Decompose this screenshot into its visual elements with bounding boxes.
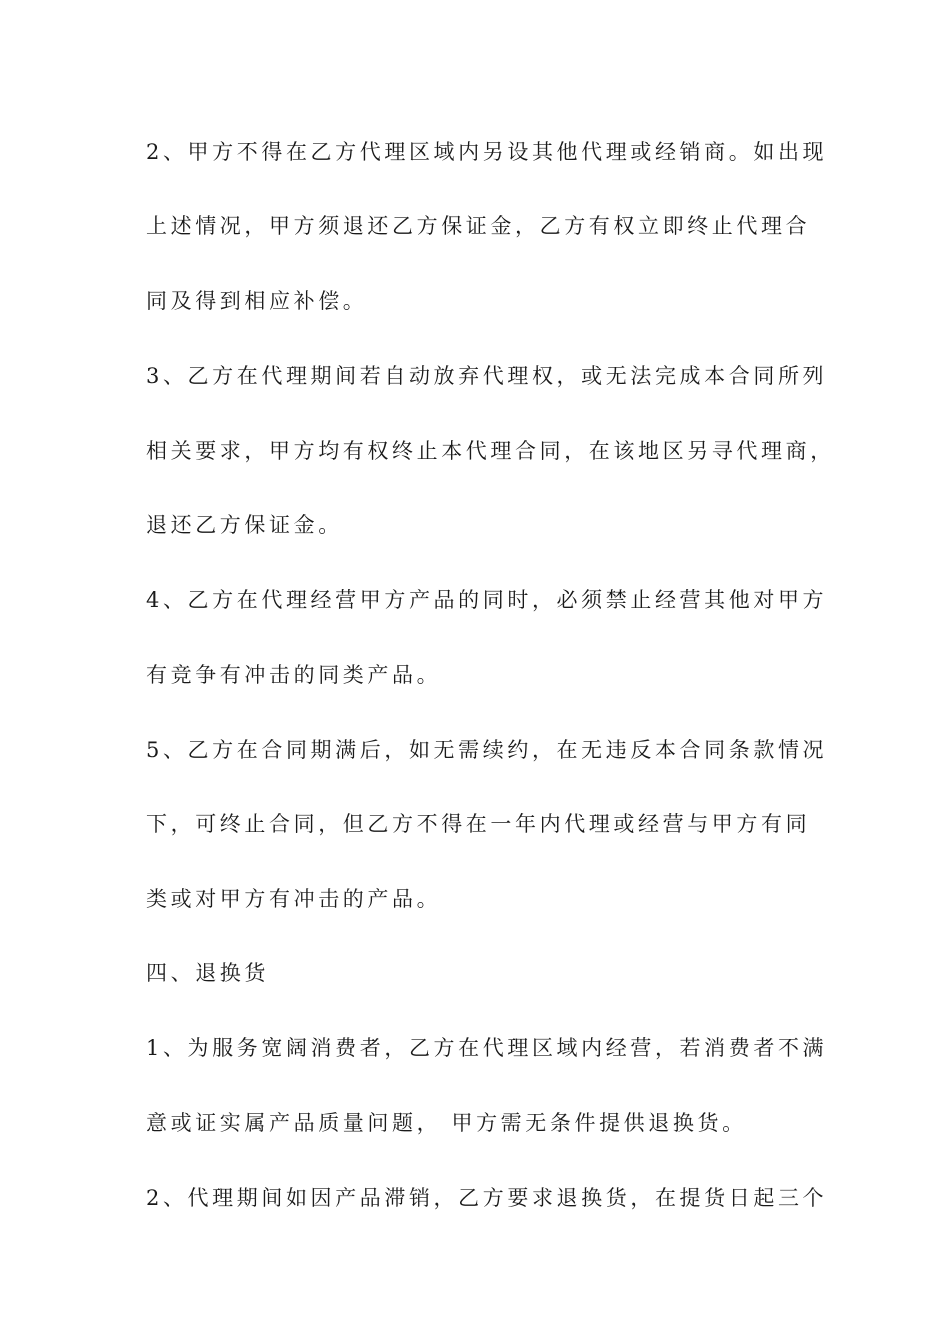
section-heading: 四、退换货 <box>146 961 269 985</box>
text-line-3: 同及得到相应补偿。 <box>146 289 368 313</box>
text-line-14: 意或证实属产品质量问题， 甲方需无条件提供退换货。 <box>146 1111 747 1135</box>
text-line-9: 5、乙方在合同期满后，如无需续约，在无违反本合同条款情况 <box>146 738 828 762</box>
text-line-7: 4、乙方在代理经营甲方产品的同时，必须禁止经营其他对甲方 <box>146 588 828 612</box>
text-line-4: 3、乙方在代理期间若自动放弃代理权，或无法完成本合同所列 <box>146 364 828 388</box>
text-line-15: 2、代理期间如因产品滞销，乙方要求退换货，在提货日起三个 <box>146 1186 828 1210</box>
text-line-8: 有竞争有冲击的同类产品。 <box>146 663 442 687</box>
text-line-6: 退还乙方保证金。 <box>146 513 343 537</box>
text-line-5: 相关要求，甲方均有权终止本代理合同，在该地区另寻代理商， <box>146 439 835 463</box>
text-line-11: 类或对甲方有冲击的产品。 <box>146 887 442 911</box>
text-line-13: 1、为服务宽阔消费者，乙方在代理区域内经营，若消费者不满 <box>146 1036 828 1060</box>
text-line-2: 上述情况，甲方须退还乙方保证金，乙方有权立即终止代理合 <box>146 214 811 238</box>
text-line-1: 2、甲方不得在乙方代理区域内另设其他代理或经销商。如出现 <box>146 140 828 164</box>
text-line-10: 下，可终止合同，但乙方不得在一年内代理或经营与甲方有同 <box>146 812 811 836</box>
